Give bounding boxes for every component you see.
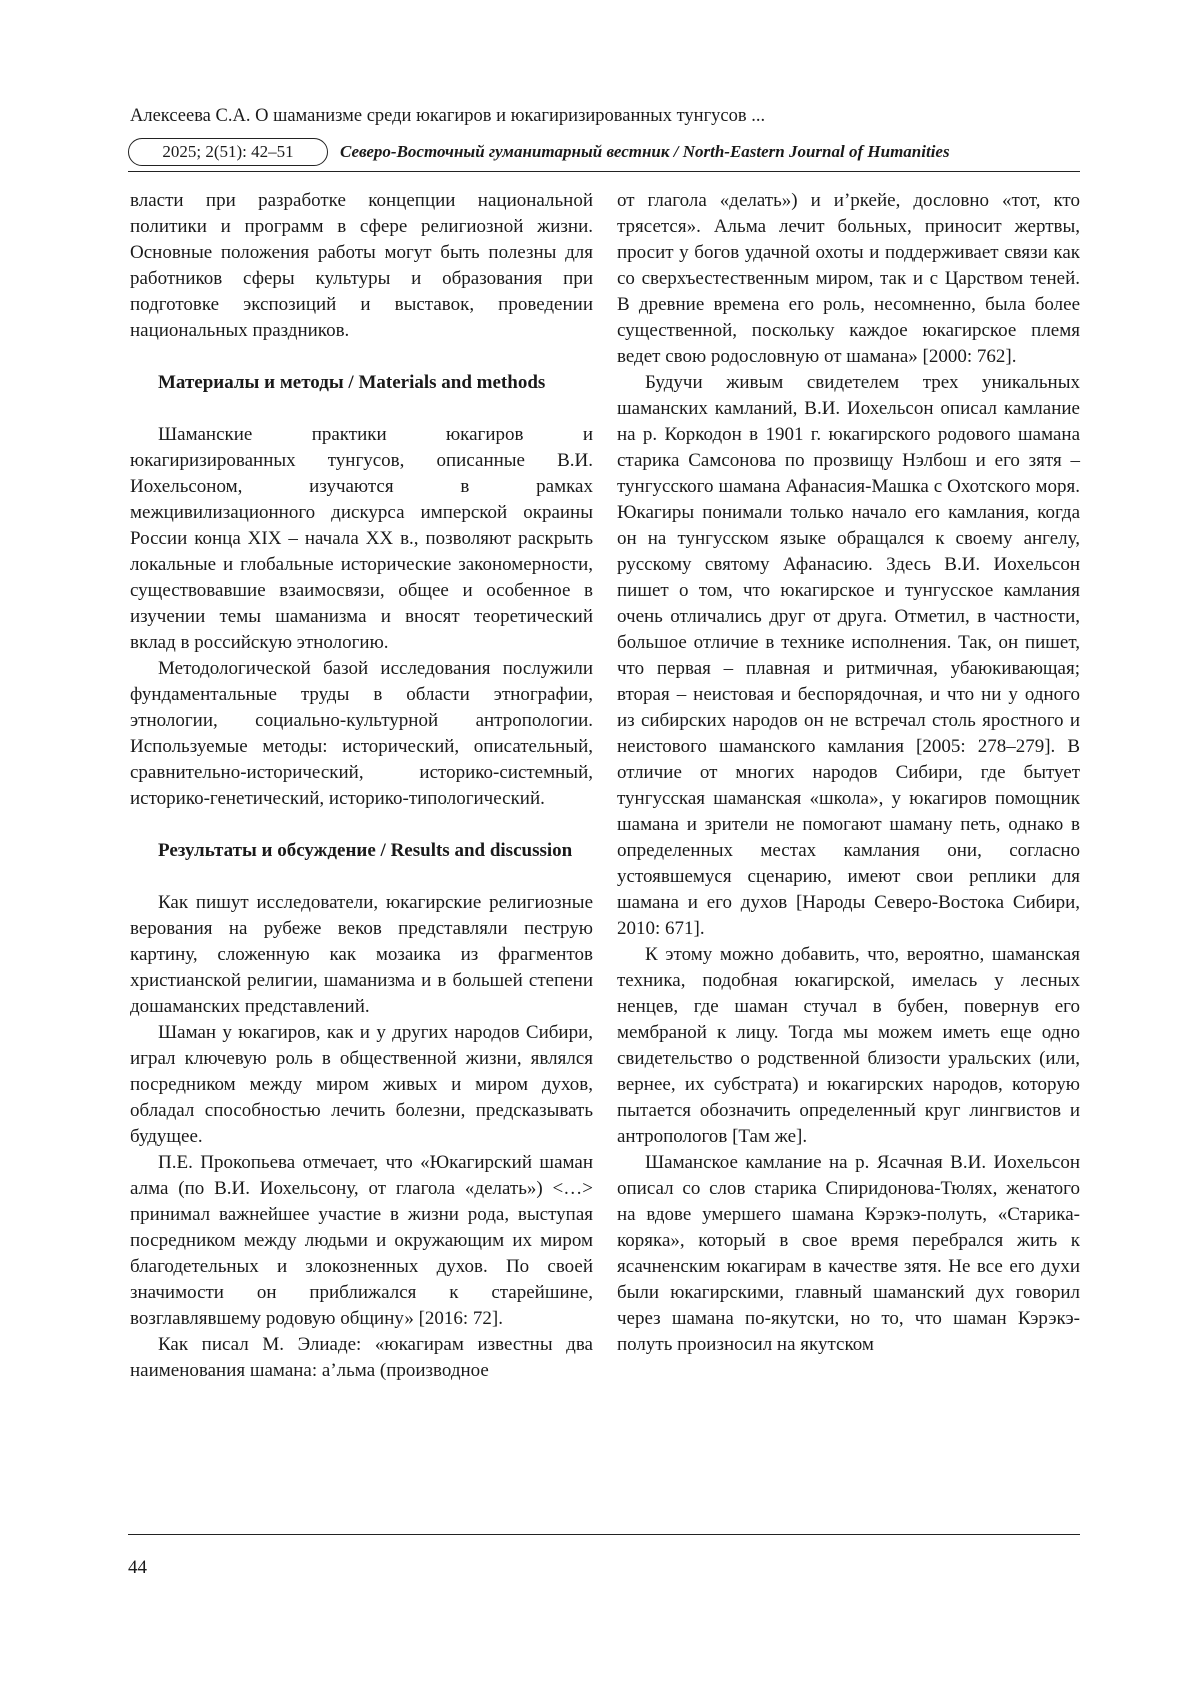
paragraph: Шаман у юкагиров, как и у других народов Сибири, играл ключевую роль в общественной жизни, являлся посредником между миром живых и миром духов, обладал способностью лечить болезни, предсказывать будущее. — [130, 1022, 593, 1147]
paragraph: Будучи живым свидетелем трех уникальных шаманских камланий, В.И. Иохельсон описал камлание на р. Коркодон в 1901 г. юкагирского родового шамана старика Самсонова по прозвищу Нэлбош и его зятя – тунгусского шамана Афанасия-Машка с Охотского моря. Юкагиры понимали только начало его камлания, когда он на тунгусском языке обращался к своему ангелу, русскому святому Афанасию. Здесь В.И. Иохельсон пишет о том, что юкагирское и тунгусское камлания очень отличались друг от друга. Отметил, в частности, большое отличие в технике исполнения. Так, он пишет, что первая – плавная и ритмичная, убаюкивающая; вторая – неистовая и беспорядочная, и что ни у одного из сибирских народов он не встречал столь яростного и неистового шаманского камлания [2005: 278–279]. В отличие от многих народов Сибири, где бытует тунгусская шаманская «школа», у юкагиров помощник шамана и зрители не помогают шаману петь, однако в определенных местах камлания они, согласно устоявшемуся сценарию, имеют свои реплики для шамана и его духов [Народы Северо-Востока Сибири, 2010: 671]. — [617, 372, 1080, 939]
paragraph: власти при разработке концепции национальной политики и программ в сфере религиозной жизни. Основные положения работы могут быть полезны для работников сферы культуры и образования при подготовке экспозиций и выставок, проведении национальных праздников. — [130, 190, 593, 341]
paragraph: Как пишут исследователи, юкагирские религиозные верования на рубеже веков представляли пеструю картину, сложенную как мозаика из фрагментов христианской религии, шаманизма и в большей степени дошаманских представлений. — [130, 892, 593, 1017]
paragraph: Шаманское камлание на р. Ясачная В.И. Иохельсон описал со слов старика Спиридонова-Тюлях, женатого на вдове умершего шамана Кэрэкэ-полуть, «Старика-коряка», который в свое время перебрался жить к ясачненским юкагирам в качестве зятя. Не все его духи были юкагирскими, главный шаманский дух говорил через шамана по-якутски, но то, что шаман Кэрэкэ-полуть произносил на якутском — [617, 1152, 1080, 1355]
page-number: 44 — [128, 1557, 147, 1578]
running-title: Алексеева С.А. О шаманизме среди юкагиров и юкагиризированных тунгусов ... — [130, 106, 766, 126]
footer-rule — [128, 1534, 1080, 1535]
paragraph: Методологической базой исследования послужили фундаментальные труды в области этнографии, этнологии, социально-культурной антропологии. Используемые методы: исторический, описательный, сравнительно-исторический, историко-системный, историко-генетический, историко-типологический. — [130, 658, 593, 809]
paragraph: П.Е. Прокопьева отмечает, что «Юкагирский шаман алма (по В.И. Иохельсону, от глагола «делать») <…> принимал важнейшее участие в жизни рода, выступая посредником между людьми и окружающим их миром благодетельных и злокозненных духов. По своей значимости он приближался к старейшине, возглавлявшему родовую общину» [2016: 72]. — [130, 1152, 593, 1329]
section-heading-methods: Материалы и методы / Materials and methods — [158, 372, 546, 393]
paragraph: К этому можно добавить, что, вероятно, шаманская техника, подобная юкагирской, имелась у лесных ненцев, где шаман стучал в бубен, повернув его мембраной к лицу. Тогда мы можем иметь еще одно свидетельство о родственной близости уральских (или, вернее, их субстрата) и юкагирских народов, которую пытается обозначить определенный круг лингвистов и антропологов [Там же]. — [617, 944, 1080, 1147]
right-column — [617, 188, 1080, 1358]
journal-name: Северо-Восточный гуманитарный вестник / North-Eastern Journal of Humanities — [340, 142, 950, 161]
left-column — [130, 188, 593, 1384]
issue-badge: 2025; 2(51): 42–51 — [128, 138, 328, 166]
paragraph: от глагола «делать») и и’ркейе, дословно «тот, кто трясется». Альма лечит больных, приносит жертвы, просит у богов удачной охоты и поддерживает связи как со сверхъестественным миром, так и с Царством теней. В древние времена его роль, несомненно, была более существенной, поскольку каждое юкагирское племя ведет свою родословную от шамана» [2000: 762]. — [617, 190, 1080, 367]
section-heading-results: Результаты и обсуждение / Results and discussion — [158, 840, 573, 861]
header-rule — [128, 171, 1080, 172]
paragraph: Как писал М. Элиаде: «юкагирам известны два наименования шамана: а’льма (производное — [130, 1334, 593, 1381]
paragraph: Шаманские практики юкагиров и юкагиризированных тунгусов, описанные В.И. Иохельсоном, изучаются в рамках межцивилизационного дискурса имперской окраины России конца XIX – начала XX в., позволяют раскрыть локальные и глобальные исторические закономерности, существовавшие взаимосвязи, общее и особенное в изучении темы шаманизма и вносят теоретический вклад в российскую этнологию. — [130, 424, 593, 653]
